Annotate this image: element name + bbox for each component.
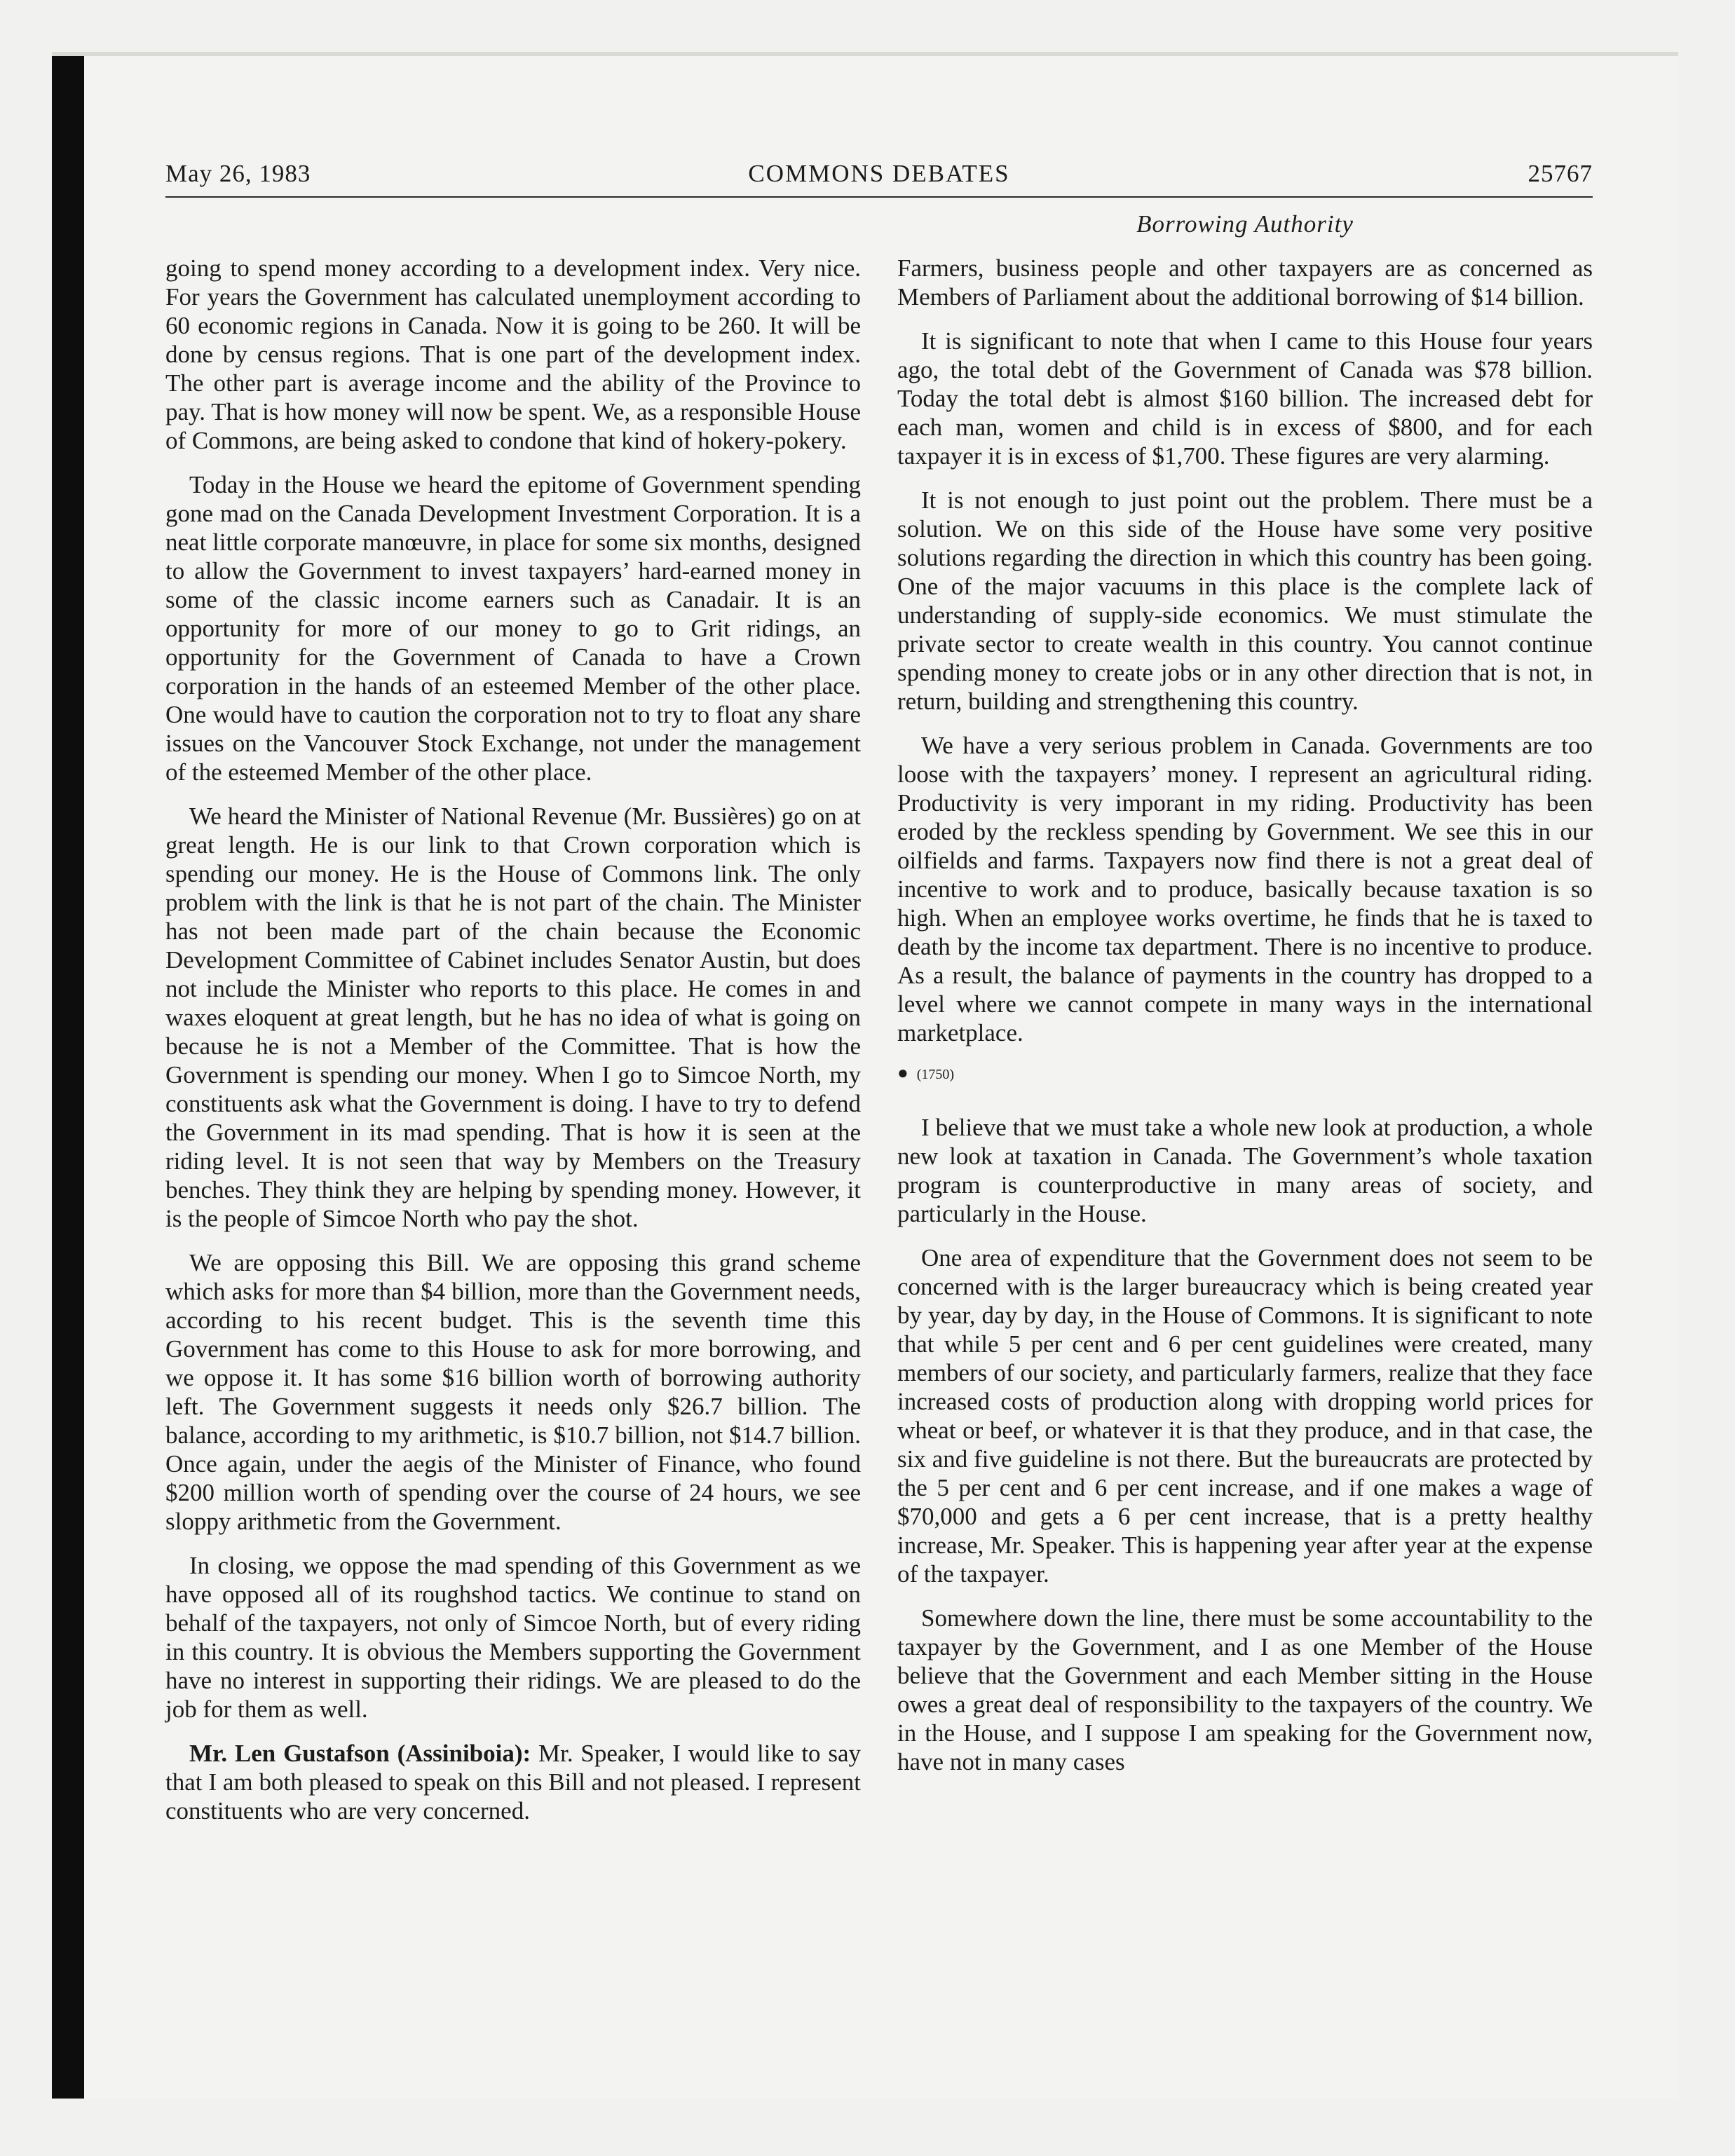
speech-text: Mr. Speaker, I would like to say that I am both pleased to speak on this Bill and not pleased. I represent constituents who are very concerned. [165,1740,862,1824]
scan-border [52,52,84,2099]
bullet-icon: ● [897,1063,909,1083]
paragraph: Farmers, business people and other taxpayers are as concerned as Members of Parliament about the additional borrowing of $14 billion. [897,254,1593,311]
paragraph: Somewhere down the line, there must be some accountability to the taxpayer by the Government, and I as one Member of the House believe that the Government and each Member sitting in the House owes a great deal of responsibility to the taxpayers of the country. We in the House, and I suppose I am speaking for the Government now, have not in many cases [897,1604,1593,1775]
header-date: May 26, 1983 [165,160,311,187]
paragraph: Today in the House we heard the epitome of Government spending gone mad on the Canada Development Investment Corporation. It is a neat little corporate manœuvre, in place for some six months, designed to allow the Government to invest taxpayers’ hard-earned money in some of the classic income earners such as Canadair. It is an opportunity for more of our money to go to Grit ridings, an opportunity for the Government of Canada to have a Crown corporation in the hands of an esteemed Member of the other place. One would have to caution the corporation not to try to float any share issues on the Vancouver Stock Exchange, not under the management of the esteemed Member of the other place. [165,471,861,786]
left-column [165,254,861,1841]
paragraph: We have a very serious problem in Canada. Governments are too loose with the taxpayers’ money. I represent an agricultural riding. Productivity is very imporant in my riding. Productivity has been eroded by the reckless spending by Government. We see this in our oilfields and farms. Taxpayers now find there is not a great deal of incentive to work and to produce, basically because taxation is so high. When an employee works overtime, he finds that he is taxed to death by the income tax department. There is no incentive to produce. As a result, the balance of payments in the country has dropped to a level where we cannot compete in many ways in the international marketplace. [897,732,1593,1046]
header-page-number: 25767 [1528,160,1593,187]
speech-paragraph [165,1739,861,1825]
right-column [897,254,1593,1792]
paragraph: In closing, we oppose the mad spending of this Government as we have opposed all of its roughshod tactics. We continue to stand on behalf of the taxpayers, not only of Simcoe North, but of every riding in this country. It is obvious the Members supporting the Government have no interest in supporting their ridings. We are pleased to do the job for them as well. [165,1552,861,1723]
header-publication: COMMONS DEBATES [748,160,1010,187]
speaker-name: Mr. Len Gustafson (Assiniboia): [189,1740,531,1767]
paragraph: going to spend money according to a development index. Very nice. For years the Government has calculated unemployment according to 60 economic regions in Canada. Now it is going to be 260. It will be done by census regions. That is one part of the development index. The other part is average income and the ability of the Province to pay. That is how money will now be spent. We, as a responsible House of Commons, are being asked to condone that kind of hokery-pokery. [165,254,861,454]
paragraph: We heard the Minister of National Revenue (Mr. Bussières) go on at great length. He is our link to that Crown corporation which is spending our money. He is the House of Commons link. The only problem with the link is that he is not part of the chain. The Minister has not been made part of the chain because the Economic Development Committee of Cabinet includes Senator Austin, but does not include the Minister who reports to this place. He comes in and waxes eloquent at great length, but he has no idea of what is going on because he is not a Member of the Committee. That is how the Government is spending our money. When I go to Simcoe North, my constituents ask what the Government is doing. I have to try to defend the Government in its mad spending. That is how it is seen at the riding level. It is not seen that way by Members on the Treasury benches. They think they are helping by spending money. However, it is the people of Simcoe North who pay the shot. [165,803,861,1232]
header-rule [165,196,1593,198]
paragraph: We are opposing this Bill. We are opposing this grand scheme which asks for more than $4 billion, more than the Government needs, according to his recent budget. This is the seventh time this Government has come to this House to ask for more borrowing, and we oppose it. It has some $16 billion worth of borrowing authority left. The Government suggests it needs only $26.7 billion. The balance, according to my arithmetic, is $10.7 billion, not $14.7 billion. Once again, under the aegis of the Minister of Finance, who found $200 million worth of spending over the course of 24 hours, we see sloppy arithmetic from the Government. [165,1249,861,1535]
time-marker-text: (1750) [916,1067,955,1082]
paragraph: I believe that we must take a whole new look at production, a whole new look at taxation in Canada. The Government’s whole taxation program is counterproductive in many areas of society, and particularly in the House. [897,1114,1593,1227]
running-head: Borrowing Authority [1136,210,1354,238]
page-header [165,160,1593,196]
paragraph: It is significant to note that when I came to this House four years ago, the total debt of the Government of Canada was $78 billion. Today the total debt is almost $160 billion. The increased debt for each man, women and child is in excess of $800, and for each taxpayer it is in excess of $1,700. These figures are very alarming. [897,327,1593,470]
paragraph: It is not enough to just point out the problem. There must be a solution. We on this side of the House have some very positive solutions regarding the direction in which this country has been going. One of the major vacuums in this place is the complete lack of understanding of supply-side economics. We must stimulate the private sector to create wealth in this country. You cannot continue spending money to create jobs or in any other direction that is not, in return, building and strengthening this country. [897,486,1593,715]
time-marker [897,1063,1593,1085]
scan-top-edge [52,52,1678,56]
paragraph: One area of expenditure that the Government does not seem to be concerned with is the larger bureaucracy which is being created year by year, day by day, in the House of Commons. It is significant to note that while 5 per cent and 6 per cent guidelines were created, many members of our society, and particularly farmers, realize that they face increased costs of production along with dropping world prices for wheat or beef, or whatever it is that they produce, and in that case, the six and five guideline is not there. But the bureaucrats are protected by the 5 per cent and 6 per cent increase, and if one makes a wage of $70,000 and gets a 6 per cent increase, that is a pretty healthy increase, Mr. Speaker. This is happening year after year at the expense of the taxpayer. [897,1244,1593,1588]
